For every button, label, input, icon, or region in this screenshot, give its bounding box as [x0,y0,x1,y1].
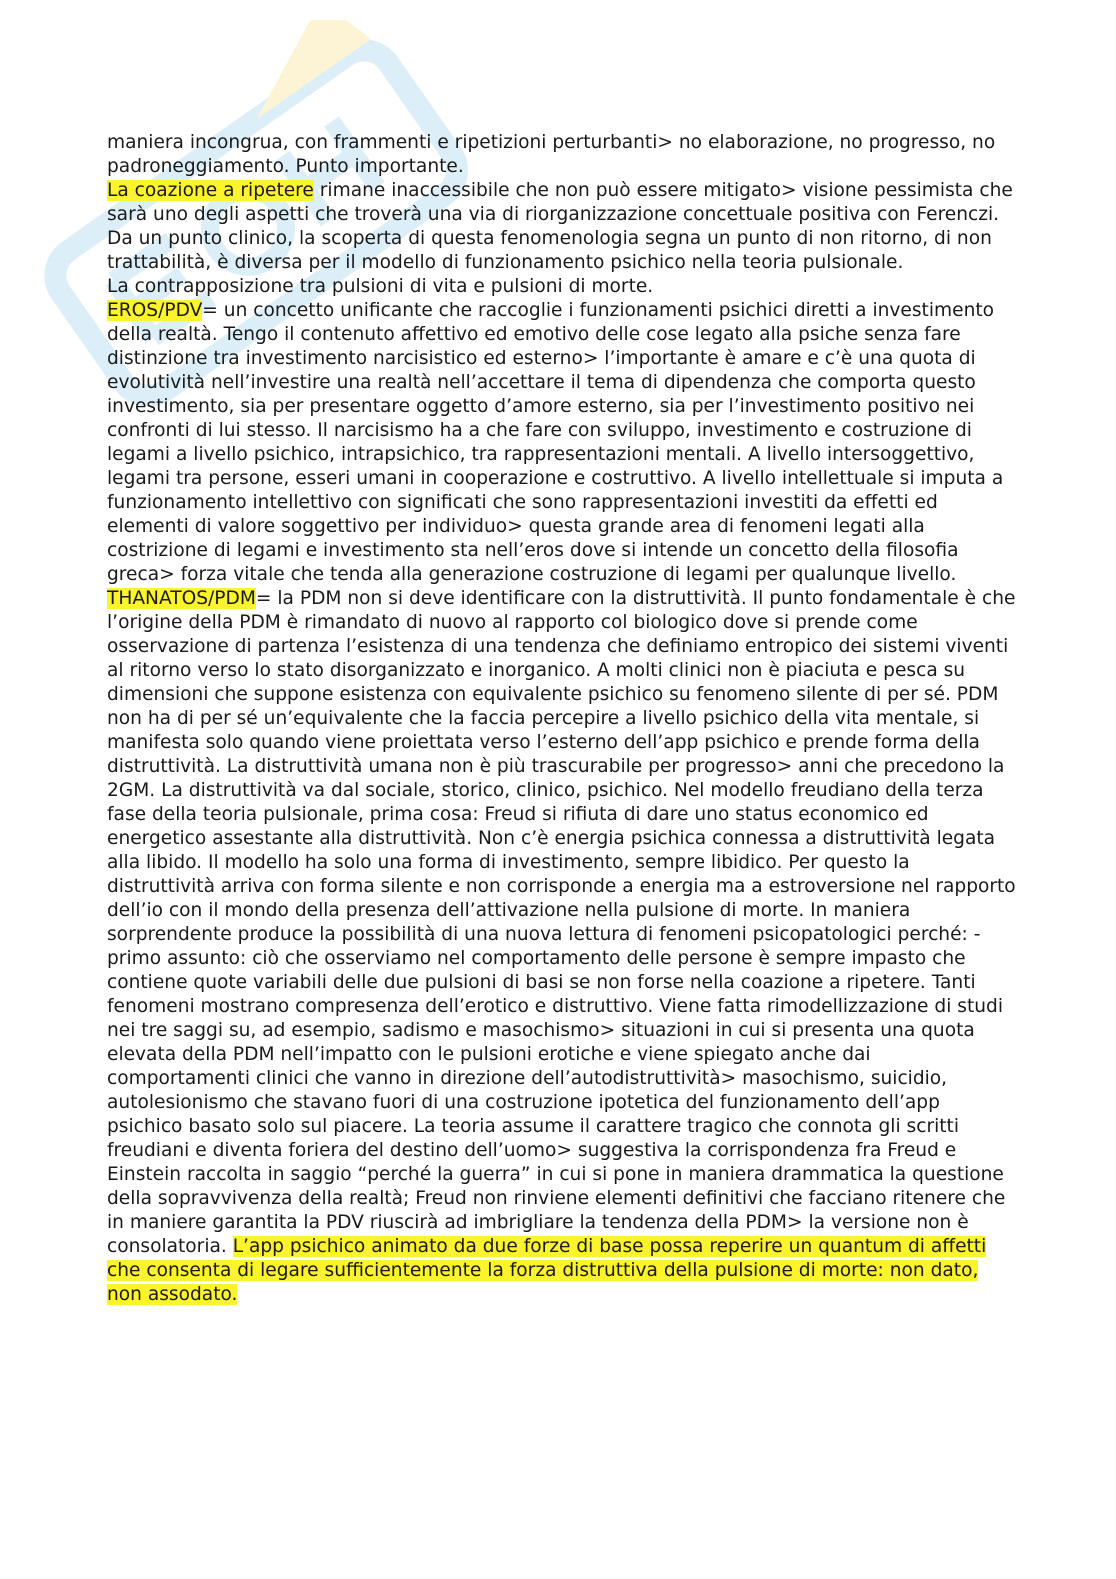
body-text: rimane inaccessibile che non può essere mitigato> visione pessimista che sarà uno degli aspetti che troverà una via di riorganizzazione concettuale positiva con Ferenczi. Da un punto clinico, la scoperta di questa fenomenologia segna un punto di non ritorno, di non trattabilità, è diversa per il modello di funzionamento psichico nella teoria pulsionale. [107,180,1013,273]
highlighted-text: L’app psichico animato da due forze di base possa reperire un quantum di affetti che consenta di legare sufficientemente la forza distruttiva della pulsione di morte: non dato, non assodato. [107,1236,987,1305]
body-text: = la PDM non si deve identificare con la distruttività. Il punto fondamentale è che l’origine della PDM è rimandato di nuovo al rapporto col biologico dove si prende come osservazione di partenza l’esistenza di una tendenza che definiamo entropico dei sistemi viventi al ritorno verso lo stato disorganizzato e inorganico. A molti clinici non è piaciuta e pesca su dimensioni che suppone esistenza con equivalente psichico su fenomeno silente di per sé. PDM non ha di per sé un’equivalente che la faccia percepire a livello psichico della vita mentale, si manifesta solo quando viene proiettata verso l’esterno dell’app psichico e prende forma della distruttività. La distruttività umana non è più trascurabile per progresso> anni che precedono la 2GM. La distruttività va dal sociale, storico, clinico, psichico. Nel modello freudiano della terza fase della teoria pulsionale, prima cosa: Freud si rifiuta di dare uno status economico ed energetico assestante alla distruttività. Non c’è energia psichica connessa a distruttività legata alla libido. Il modello ha solo una forma di investimento, sempre libidico. Per questo la distruttività arriva con forma silente e non corrisponde a energia ma a estroversione nel rapporto dell’io con il mondo della presenza dell’attivazione nella pulsione di morte. In maniera sorprendente produce la possibilità di una nuova lettura di fenomeni psicopatologici perché: -primo assunto: ciò che osserviamo nel comportamento delle persone è sempre impasto che contiene quote variabili delle due pulsioni di basi se non forse nella coazione a ripetere. Tanti fenomeni mostrano compresenza dell’erotico e distruttivo. Viene fatta rimodellizzazione di studi nei tre saggi su, ad esempio, sadismo e masochismo> situazioni in cui si presenta una quota elevata della PDM nell’impatto con le pulsioni erotiche e viene spiegato anche dai comportamenti clinici che vanno in direzione dell’autodistruttività> masochismo, suicidio, autolesionismo che stavano fuori di una costruzione ipotetica del funzionamento dell’app psichico basato solo sul piacere. La teoria assume il carattere tragico che connota gli scritti freudiani e diventa foriera del destino dell’uomo> suggestiva la corrispondenza fra Freud e Einstein raccolta in saggio “perché la guerra” in cui si pone in maniera drammatica la questione della sopravvivenza della realtà; Freud non rinviene elementi definitivi che facciano ritenere che in maniere garantita la PDV riuscirà ad imbrigliare la tendenza della PDM> la versione non è consolatoria. [107,588,1016,1257]
paragraph-p1 [107,131,1019,179]
paragraph-p4 [107,299,1019,587]
highlighted-text: La coazione a ripetere [107,180,314,201]
body-text: = un concetto unificante che raccoglie i funzionamenti psichici diretti a investimento della realtà. Tengo il contenuto affettivo ed emotivo delle cose legato alla psiche senza fare distinzione tra investimento narcisistico ed esterno> l’importante è amare e c’è una quota di evolutività nell’investire una realtà nell’accettare il tema di dipendenza che comporta questo investimento, sia per presentare oggetto d’amore esterno, sia per l’investimento positivo nei confronti di lui stesso. Il narcisismo ha a che fare con sviluppo, investimento e costruzione di legami a livello psichico, intrapsichico, tra rappresentazioni mentali. A livello intersoggettivo, legami tra persone, esseri umani in cooperazione e costruttivo. A livello intellettuale si imputa a funzionamento intellettivo con significati che sono rappresentazioni investiti da effetti ed elementi di valore soggettivo per individuo> questa grande area di fenomeni legati alla costrizione di legami e investimento sta nell’eros dove si intende un concetto della filosofia greca> forza vitale che tenda alla generazione costruzione di legami per qualunque livello. [107,300,1004,585]
body-text: maniera incongrua, con frammenti e ripetizioni perturbanti> no elaborazione, no progresso, no padroneggiamento. Punto importante. [107,132,996,177]
highlighted-text: EROS/PDV [107,300,203,321]
body-text: La contrapposizione tra pulsioni di vita e pulsioni di morte. [107,276,654,297]
paragraph-p2 [107,179,1019,275]
highlighted-text: THANATOS/PDM [107,588,256,609]
paragraph-p3 [107,275,1019,299]
paragraph-p5 [107,587,1019,1307]
document-body [107,131,1019,1307]
